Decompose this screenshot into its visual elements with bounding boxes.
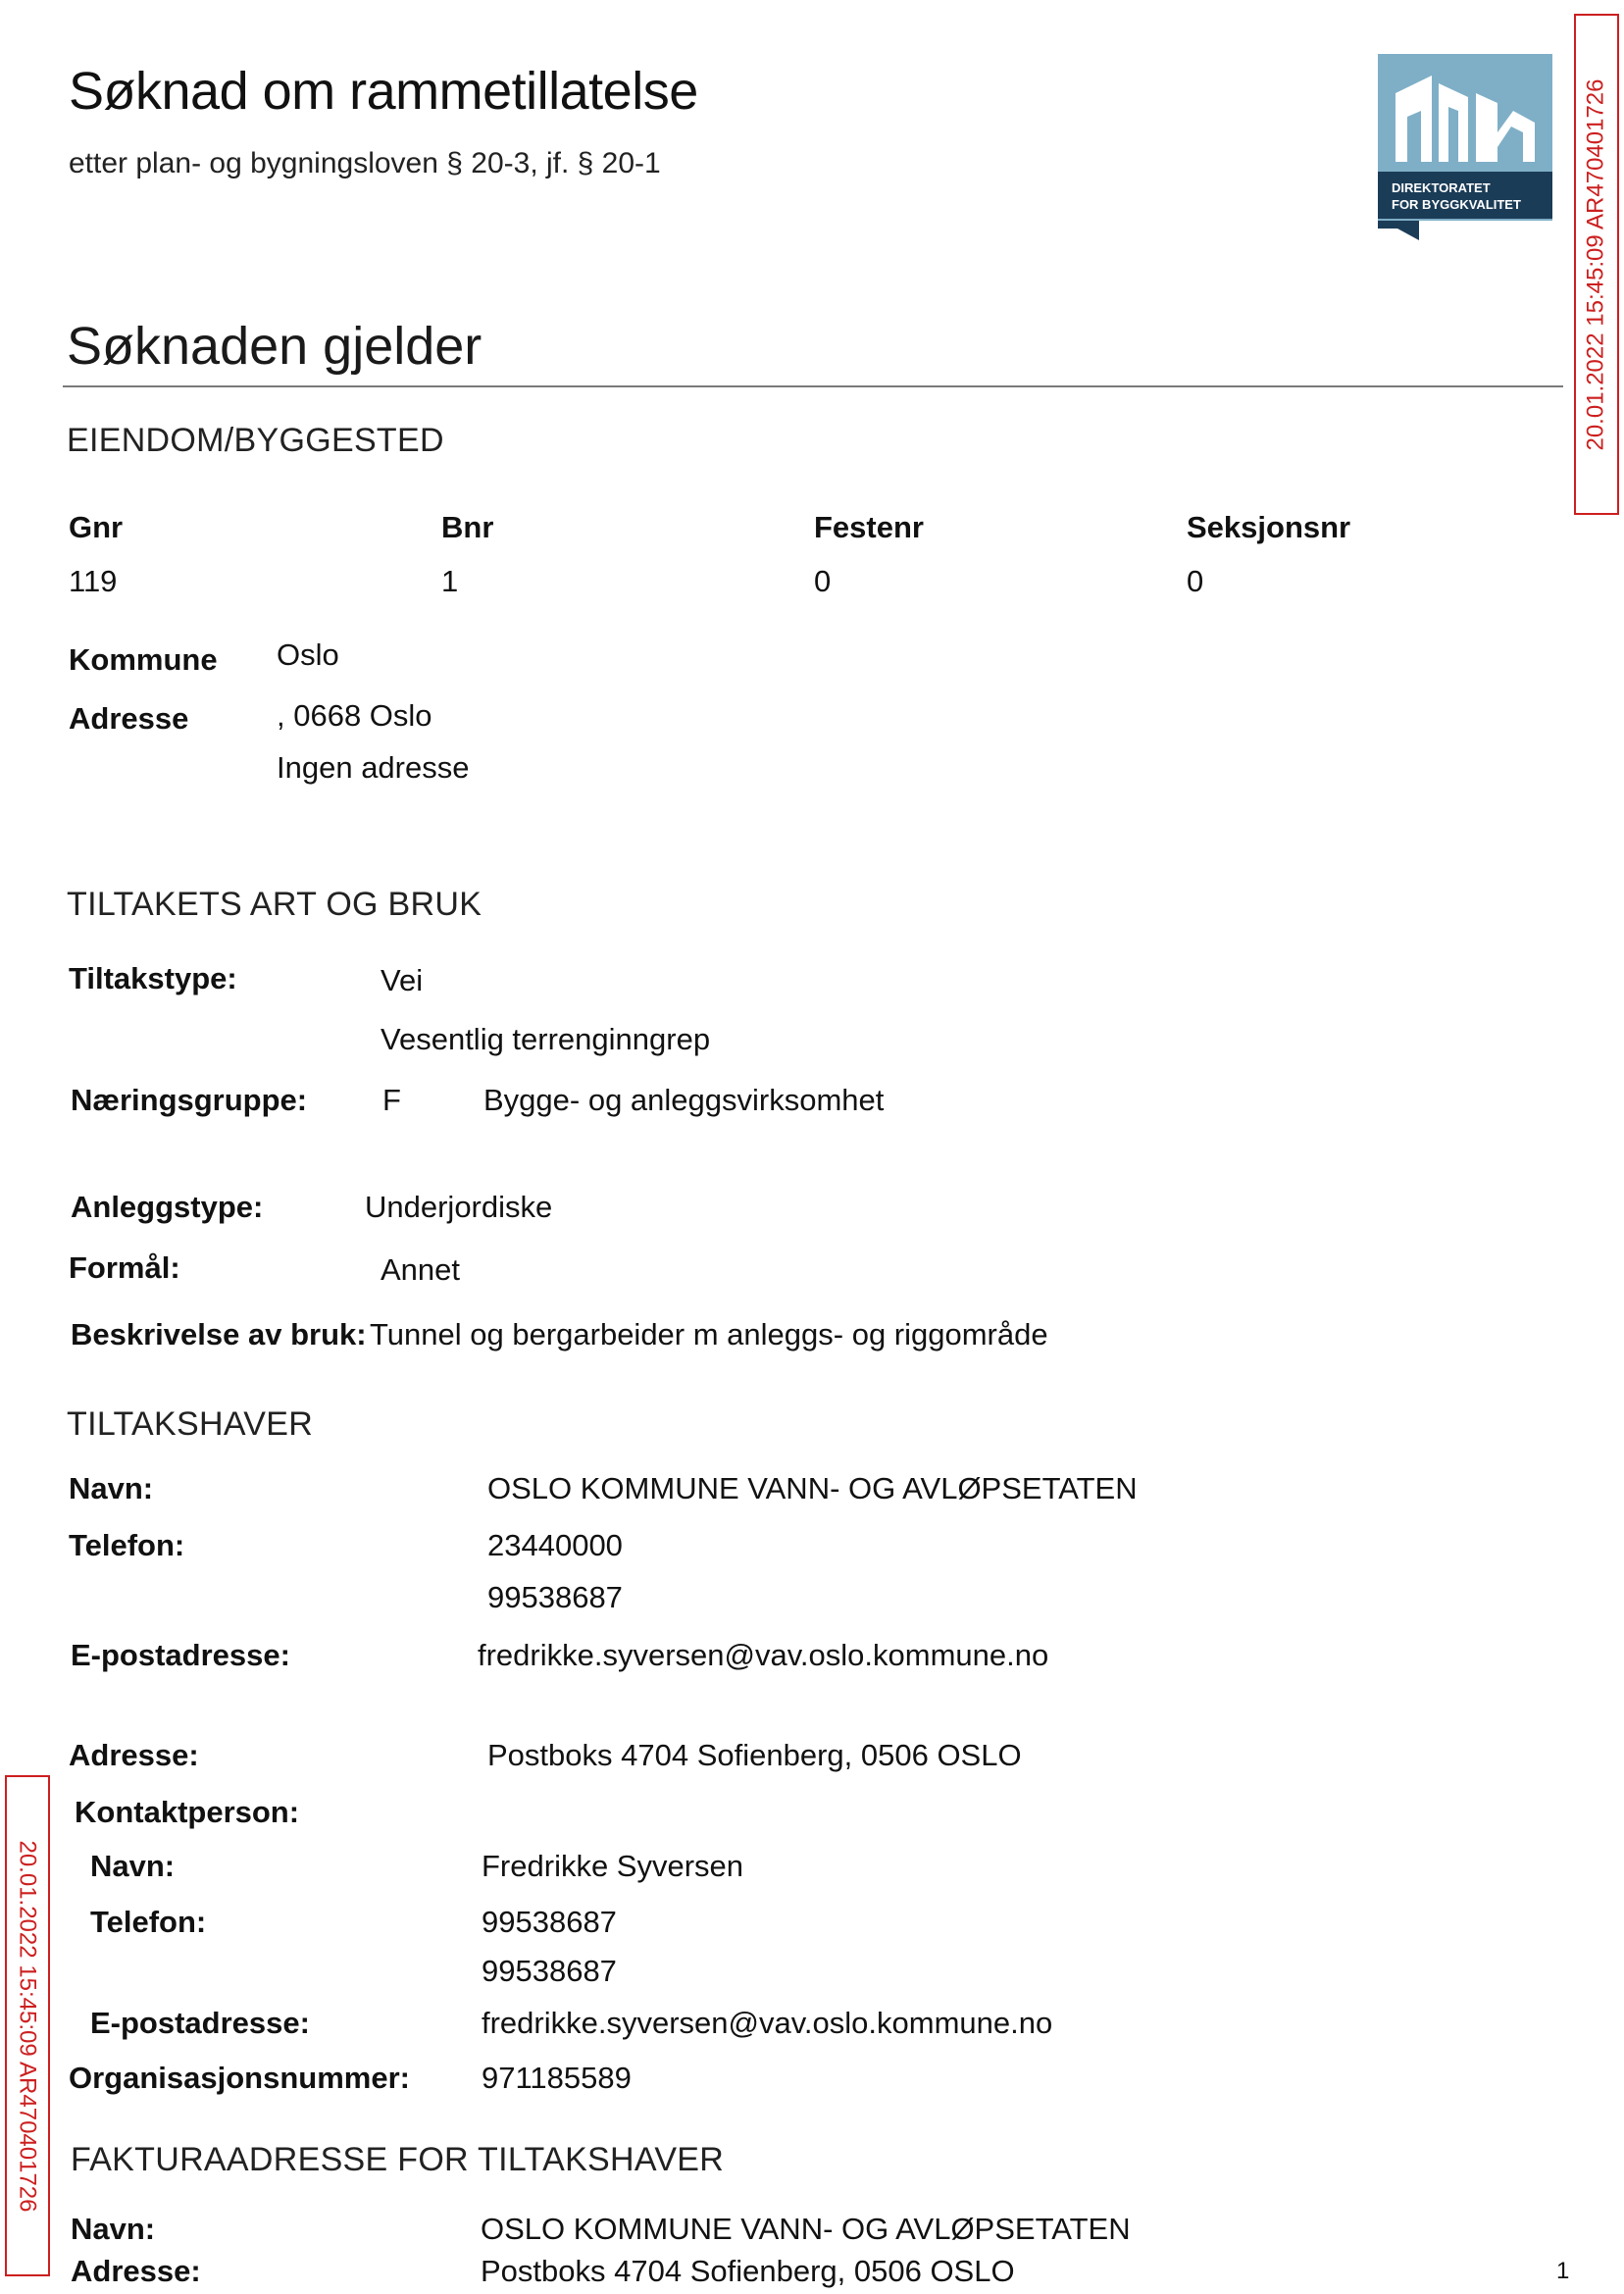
tiltakstype-label: Tiltakstype: xyxy=(69,961,237,995)
kontakt-navn-value: Fredrikke Syversen xyxy=(482,1849,744,1883)
date-stamp-top: 20.01.2022 15:45:09 AR470401726 xyxy=(1574,14,1619,515)
tiltak-heading: TILTAKETS ART OG BRUK xyxy=(67,886,482,923)
anleggstype-label: Anleggstype: xyxy=(71,1190,264,1224)
kontakt-telefon-value-2: 99538687 xyxy=(482,1954,617,1988)
document-subtitle: etter plan- og bygningsloven § 20-3, jf. § 20-1 xyxy=(69,147,661,179)
adresse-value-1: , 0668 Oslo xyxy=(277,698,432,733)
tiltakshaver-epost-value: fredrikke.syversen@vav.oslo.kommune.no xyxy=(478,1638,1049,1672)
tiltakshaver-navn-value: OSLO KOMMUNE VANN- OG AVLØPSETATEN xyxy=(487,1471,1138,1505)
kontakt-navn-label: Navn: xyxy=(90,1849,176,1883)
tiltakshaver-telefon-value-2: 99538687 xyxy=(487,1580,623,1614)
faktura-heading: FAKTURAADRESSE FOR TILTAKSHAVER xyxy=(71,2141,725,2178)
seksjonsnr-value: 0 xyxy=(1187,564,1204,598)
seksjonsnr-label: Seksjonsnr xyxy=(1187,510,1351,544)
document-title: Søknad om rammetillatelse xyxy=(69,62,698,121)
adresse-label: Adresse xyxy=(69,701,189,736)
festenr-value: 0 xyxy=(814,564,832,598)
anleggstype-value: Underjordiske xyxy=(365,1190,553,1224)
tiltakshaver-adresse-value: Postboks 4704 Sofienberg, 0506 OSLO xyxy=(487,1738,1022,1772)
organisasjonsnummer-label: Organisasjonsnummer: xyxy=(69,2061,410,2095)
faktura-navn-label: Navn: xyxy=(71,2212,156,2246)
tiltakstype-value-1: Vei xyxy=(381,963,424,997)
adresse-value-2: Ingen adresse xyxy=(277,750,470,785)
section-divider xyxy=(63,385,1563,387)
dibk-logo xyxy=(1378,54,1552,242)
tiltakstype-value-2: Vesentlig terrenginngrep xyxy=(381,1022,711,1056)
tiltakshaver-adresse-label: Adresse: xyxy=(69,1738,199,1772)
kommune-label: Kommune xyxy=(69,642,218,677)
faktura-adresse-value: Postboks 4704 Sofienberg, 0506 OSLO xyxy=(481,2254,1015,2288)
svg-text:DIREKTORATET: DIREKTORATET xyxy=(1392,180,1491,195)
bnr-value: 1 xyxy=(441,564,459,598)
date-stamp-bottom: 20.01.2022 15:45:09 AR470401726 xyxy=(5,1775,50,2276)
faktura-navn-value: OSLO KOMMUNE VANN- OG AVLØPSETATEN xyxy=(481,2212,1131,2246)
tiltakshaver-heading: TILTAKSHAVER xyxy=(67,1405,314,1443)
kontakt-epost-label: E-postadresse: xyxy=(90,2006,310,2040)
section-title: Søknaden gjelder xyxy=(67,317,482,376)
naeringsgruppe-value: Bygge- og anleggsvirksomhet xyxy=(483,1083,885,1117)
eiendom-heading: EIENDOM/BYGGESTED xyxy=(67,422,444,459)
gnr-label: Gnr xyxy=(69,510,124,544)
organisasjonsnummer-value: 971185589 xyxy=(482,2061,632,2095)
kontaktperson-label: Kontaktperson: xyxy=(75,1795,300,1829)
formaal-label: Formål: xyxy=(69,1250,180,1285)
kontakt-telefon-label: Telefon: xyxy=(90,1905,207,1939)
tiltakshaver-navn-label: Navn: xyxy=(69,1471,154,1505)
tiltakshaver-epost-label: E-postadresse: xyxy=(71,1638,290,1672)
dibk-logo-icon xyxy=(1378,54,1552,242)
beskrivelse-value: Tunnel og bergarbeider m anleggs- og riggområde xyxy=(370,1317,1048,1351)
festenr-label: Festenr xyxy=(814,510,924,544)
naeringsgruppe-code: F xyxy=(382,1083,401,1117)
page-number: 1 xyxy=(1556,2258,1570,2284)
bnr-label: Bnr xyxy=(441,510,494,544)
svg-text:FOR BYGGKVALITET: FOR BYGGKVALITET xyxy=(1392,197,1521,212)
beskrivelse-label: Beskrivelse av bruk: xyxy=(71,1317,367,1351)
kontakt-telefon-value-1: 99538687 xyxy=(482,1905,617,1939)
kommune-value: Oslo xyxy=(277,637,339,672)
tiltakshaver-telefon-label: Telefon: xyxy=(69,1528,185,1562)
gnr-value: 119 xyxy=(69,564,118,598)
kontakt-epost-value: fredrikke.syversen@vav.oslo.kommune.no xyxy=(482,2006,1053,2040)
formaal-value: Annet xyxy=(381,1252,461,1287)
tiltakshaver-telefon-value-1: 23440000 xyxy=(487,1528,623,1562)
naeringsgruppe-label: Næringsgruppe: xyxy=(71,1083,308,1117)
faktura-adresse-label: Adresse: xyxy=(71,2254,201,2288)
